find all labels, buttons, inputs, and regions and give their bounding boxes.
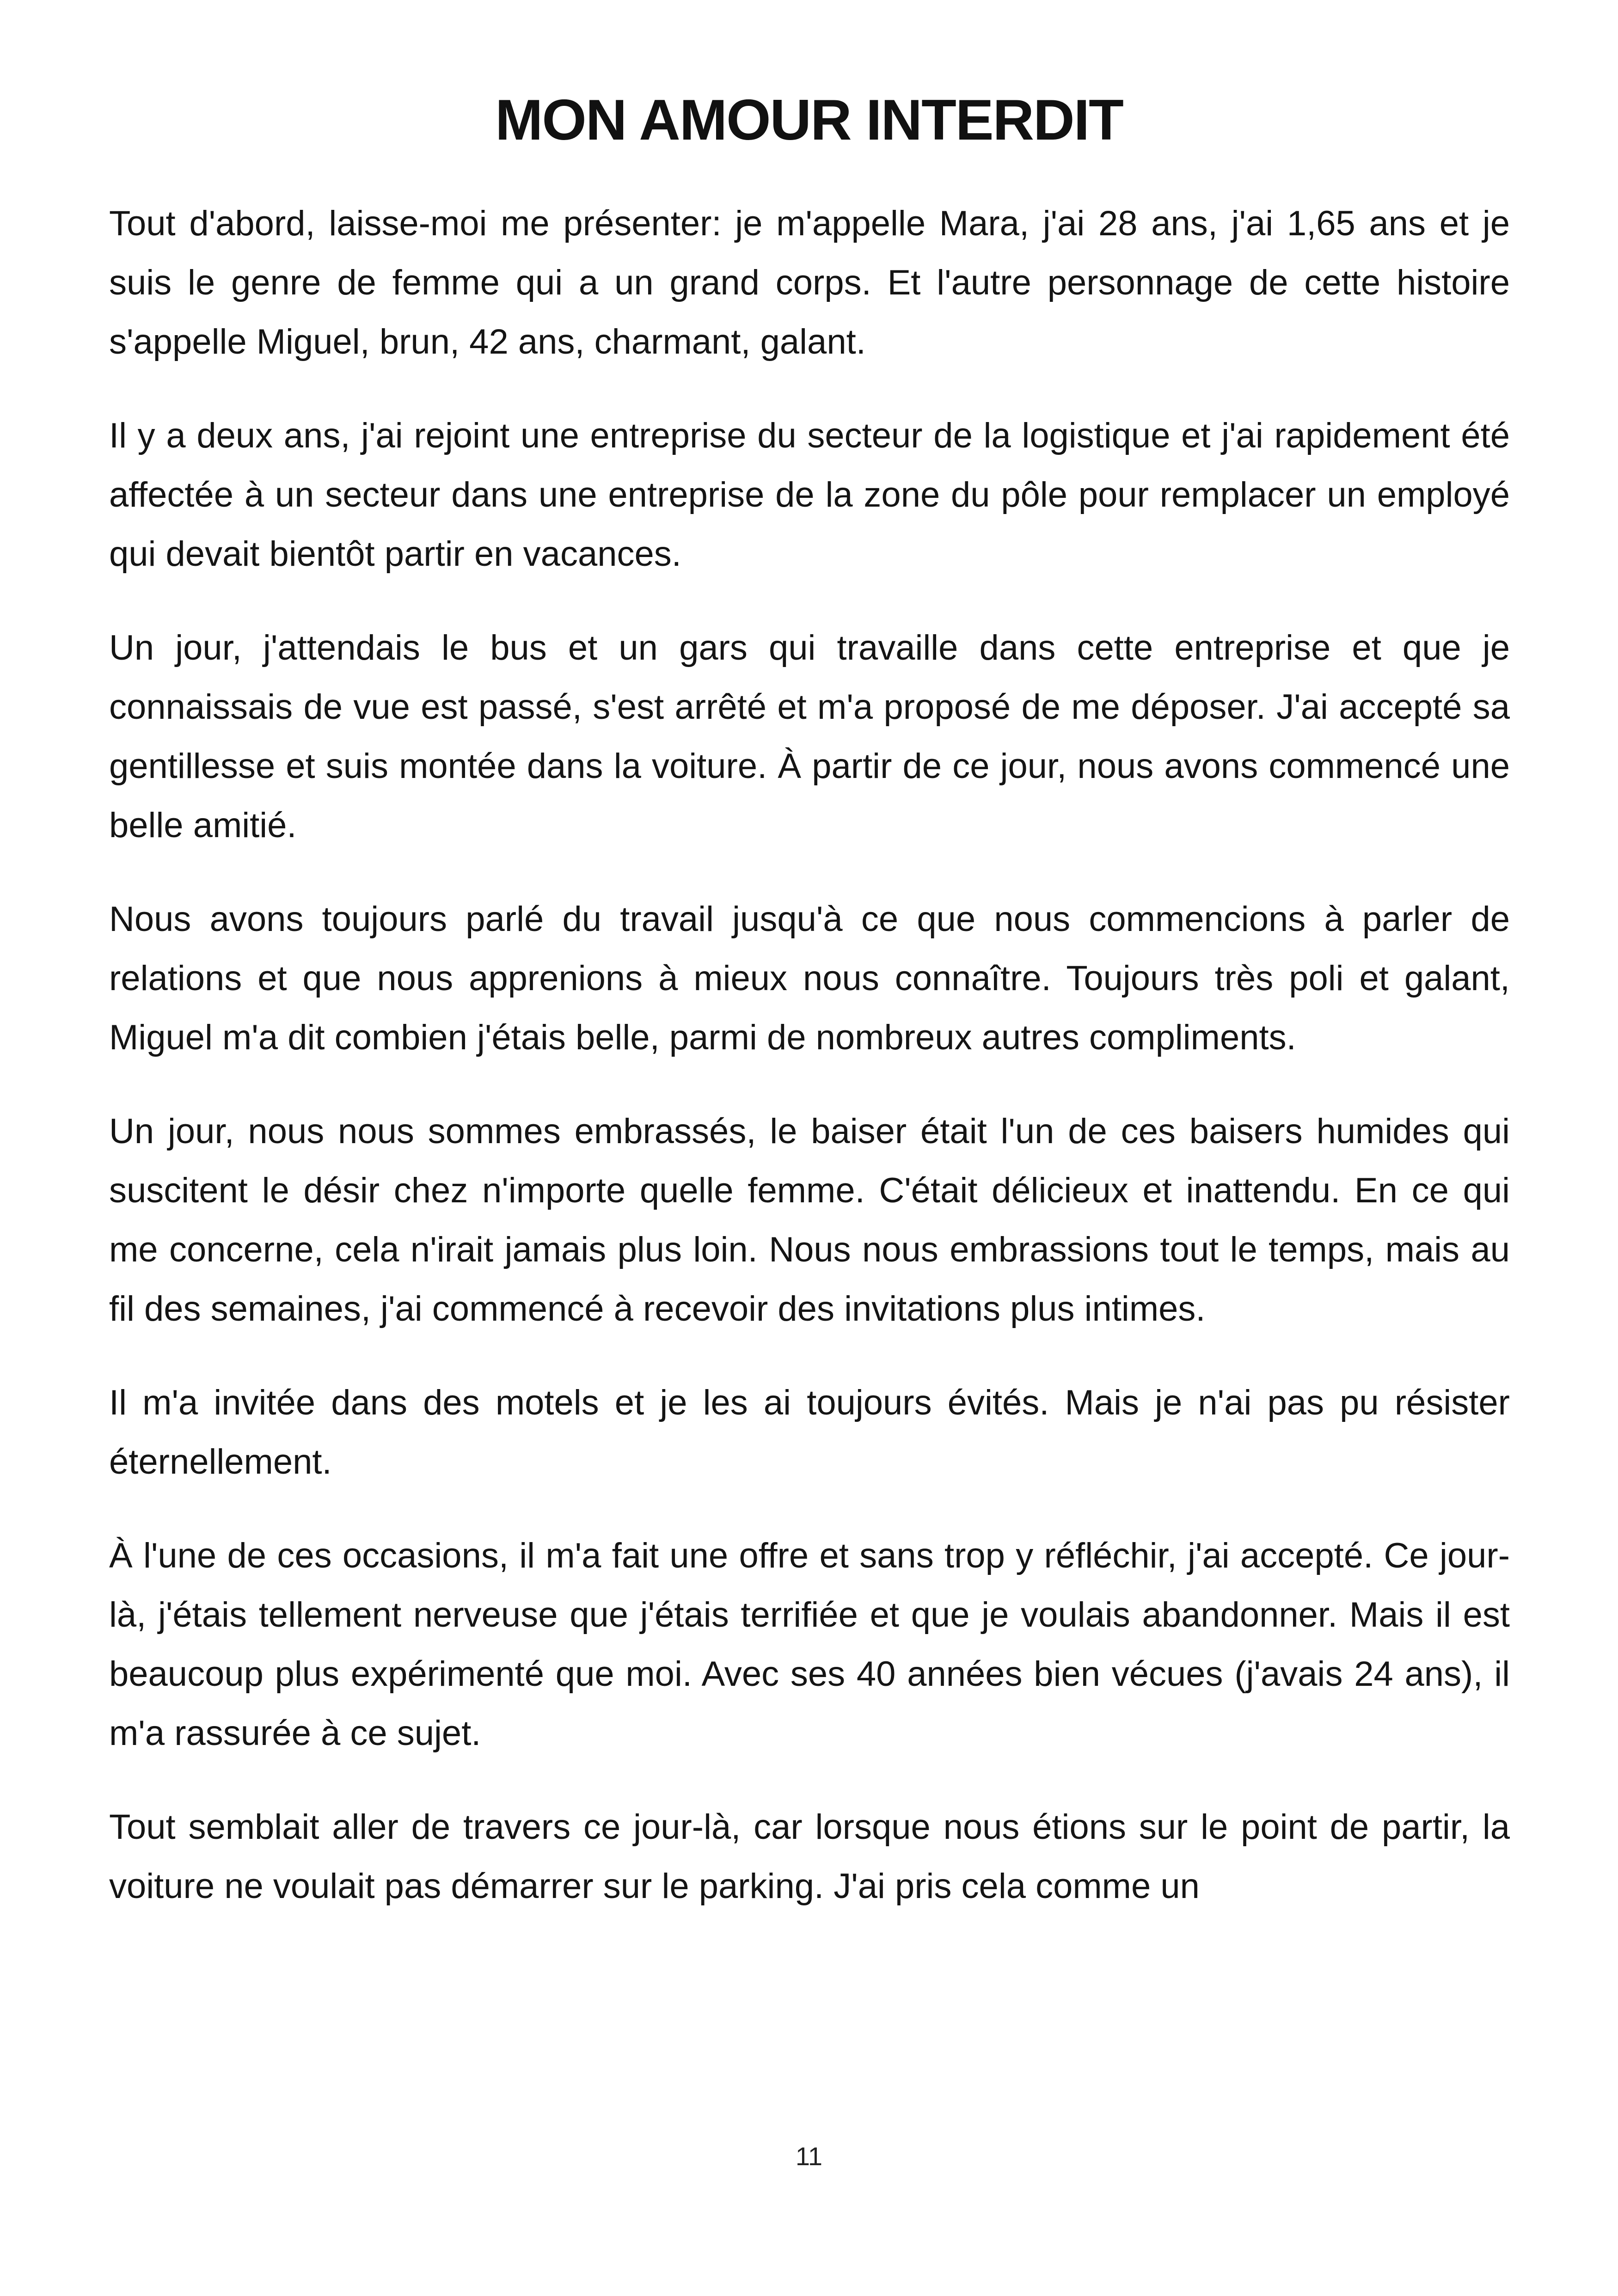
page-title: MON AMOUR INTERDIT	[495, 88, 1123, 152]
paragraph: Un jour, j'attendais le bus et un gars qui travaille dans cette entreprise et que je connaissais de vue est passé, s'est arrêté et m'a proposé de me déposer. J'ai accepté sa gentillesse et suis montée dans la voiture. À partir de ce jour, nous avons commencé une belle amitié.	[109, 628, 1510, 845]
paragraph: Nous avons toujours parlé du travail jusqu'à ce que nous commencions à parler de relations et que nous apprenions à mieux nous connaître. Toujours très poli et galant, Miguel m'a dit combien j'étais belle, parmi de nombreux autres compliments.	[109, 900, 1510, 1057]
paragraph: À l'une de ces occasions, il m'a fait une offre et sans trop y réfléchir, j'ai accepté. Ce jour-là, j'étais tellement nerveuse que j'étais terrifiée et que je voulais abandonner. Mais il est beaucoup plus expérimenté que moi. Avec ses 40 années bien vécues (j'avais 24 ans), il m'a rassurée à ce sujet.	[109, 1536, 1510, 1753]
document-body	[109, 194, 1510, 1951]
page-number: 11	[795, 2142, 823, 2171]
paragraph: Tout semblait aller de travers ce jour-là, car lorsque nous étions sur le point de partir, la voiture ne voulait pas démarrer sur le parking. J'ai pris cela comme un	[109, 1807, 1510, 1906]
paragraph: Il m'a invitée dans des motels et je les ai toujours évités. Mais je n'ai pas pu résister éternellement.	[109, 1383, 1510, 1482]
paragraph: Il y a deux ans, j'ai rejoint une entreprise du secteur de la logistique et j'ai rapidement été affectée à un secteur dans une entreprise de la zone du pôle pour remplacer un employé qui devait bientôt partir en vacances.	[109, 416, 1510, 574]
paragraph: Un jour, nous nous sommes embrassés, le baiser était l'un de ces baisers humides qui suscitent le désir chez n'importe quelle femme. C'était délicieux et inattendu. En ce qui me concerne, cela n'irait jamais plus loin. Nous nous embrassions tout le temps, mais au fil des semaines, j'ai commencé à recevoir des invitations plus intimes.	[109, 1112, 1510, 1329]
paragraph: Tout d'abord, laisse-moi me présenter: je m'appelle Mara, j'ai 28 ans, j'ai 1,65 ans et je suis le genre de femme qui a un grand corps. Et l'autre personnage de cette histoire s'appelle Miguel, brun, 42 ans, charmant, galant.	[109, 204, 1510, 361]
